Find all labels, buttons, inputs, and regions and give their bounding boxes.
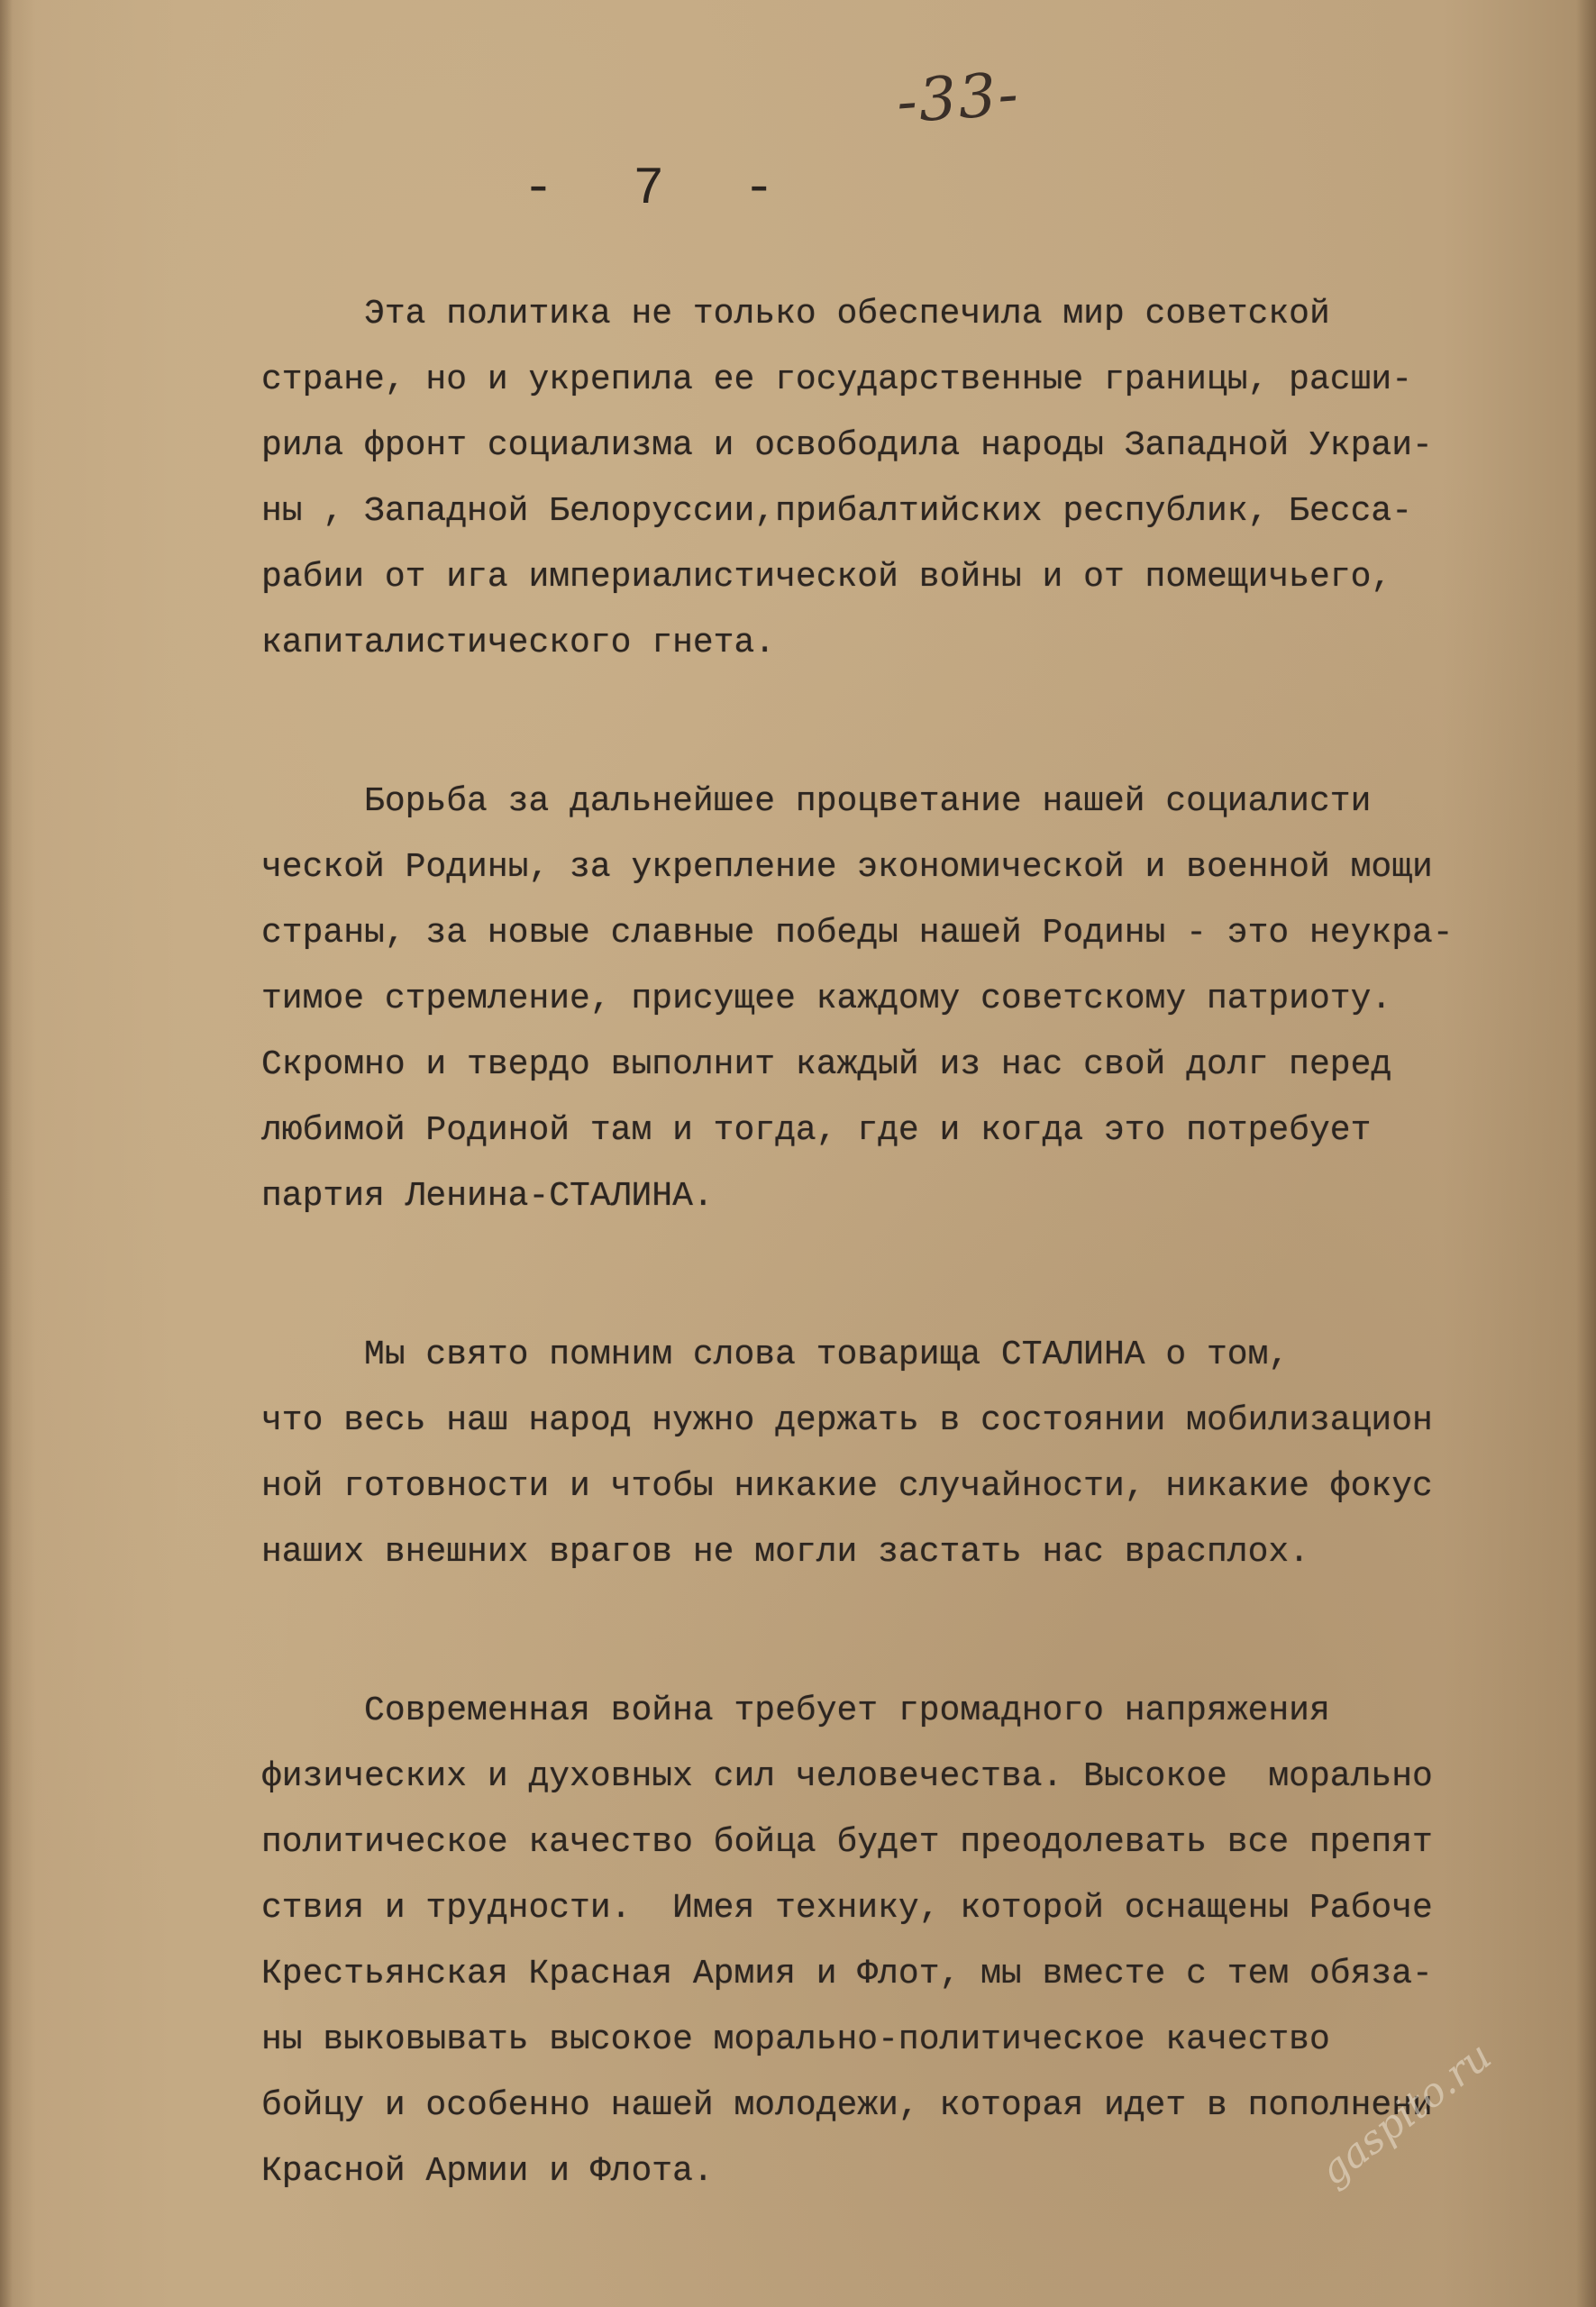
paragraph-1 [261, 281, 1559, 676]
text-line: ны , Западной Белоруссии,прибалтийских республик, Бесса- [261, 492, 1413, 531]
text-line: Красной Армии и Флота. [261, 2152, 714, 2191]
text-line: рила фронт социализма и освободила народы Западной Украи- [261, 426, 1433, 465]
text-line: бойцу и особенно нашей молодежи, которая идет в пополнени [261, 2086, 1433, 2125]
text-line: партия Ленина-СТАЛИНА. [261, 1177, 714, 1216]
text-line: что весь наш народ нужно держать в состоянии мобилизацион [261, 1401, 1433, 1440]
paragraph-gap [261, 1229, 1559, 1322]
text-line: тимое стремление, присущее каждому советскому патриоту. [261, 980, 1392, 1018]
paragraph-gap [261, 1585, 1559, 1678]
page-right-edge-shadow [1576, 0, 1596, 2307]
text-line: стране, но и укрепила ее государственные границы, расши- [261, 360, 1413, 399]
text-line: любимой Родиной там и тогда, где и когда это потребует [261, 1111, 1372, 1150]
text-line: ствия и трудности. Имея технику, которой оснащены Рабоче [261, 1889, 1433, 1928]
watermark: gaspito.ru [1311, 2032, 1500, 2195]
text-line: капиталистического гнета. [261, 624, 776, 662]
typed-body-text [261, 281, 1559, 2204]
handwritten-archive-number: -33- [894, 59, 1023, 137]
text-line: рабии от ига империалистической войны и от помещичьего, [261, 558, 1392, 597]
text-line: Мы свято помним слова товарища СТАЛИНА о том, [261, 1336, 1290, 1374]
text-line: ной готовности и чтобы никакие случайности, никакие фокус [261, 1467, 1433, 1506]
text-line: ны выковывать высокое морально-политическое качество [261, 2020, 1330, 2059]
text-line: ческой Родины, за укрепление экономической и военной мощи [261, 848, 1433, 887]
page-number: - 7 - [523, 160, 780, 219]
text-line: страны, за новые славные победы нашей Родины - это неукра- [261, 914, 1454, 953]
text-line: Эта политика не только обеспечила мир советской [261, 295, 1330, 333]
text-line: физических и духовных сил человечества. Высокое морально [261, 1757, 1433, 1796]
paragraph-2 [261, 769, 1559, 1229]
page-left-edge-shadow [0, 0, 13, 2307]
paragraph-3 [261, 1322, 1559, 1585]
text-line: Крестьянская Красная Армия и Флот, мы вместе с тем обяза- [261, 1955, 1433, 1993]
text-line: наших внешних врагов не могли застать нас врасплох. [261, 1533, 1309, 1572]
text-line: Скромно и твердо выполнит каждый из нас свой долг перед [261, 1045, 1392, 1084]
paragraph-gap [261, 676, 1559, 769]
text-line: Борьба за дальнейшее процветание нашей социалисти [261, 782, 1372, 821]
text-line: Современная война требует громадного напряжения [261, 1691, 1330, 1730]
text-line: политическое качество бойца будет преодолевать все препят [261, 1823, 1433, 1862]
